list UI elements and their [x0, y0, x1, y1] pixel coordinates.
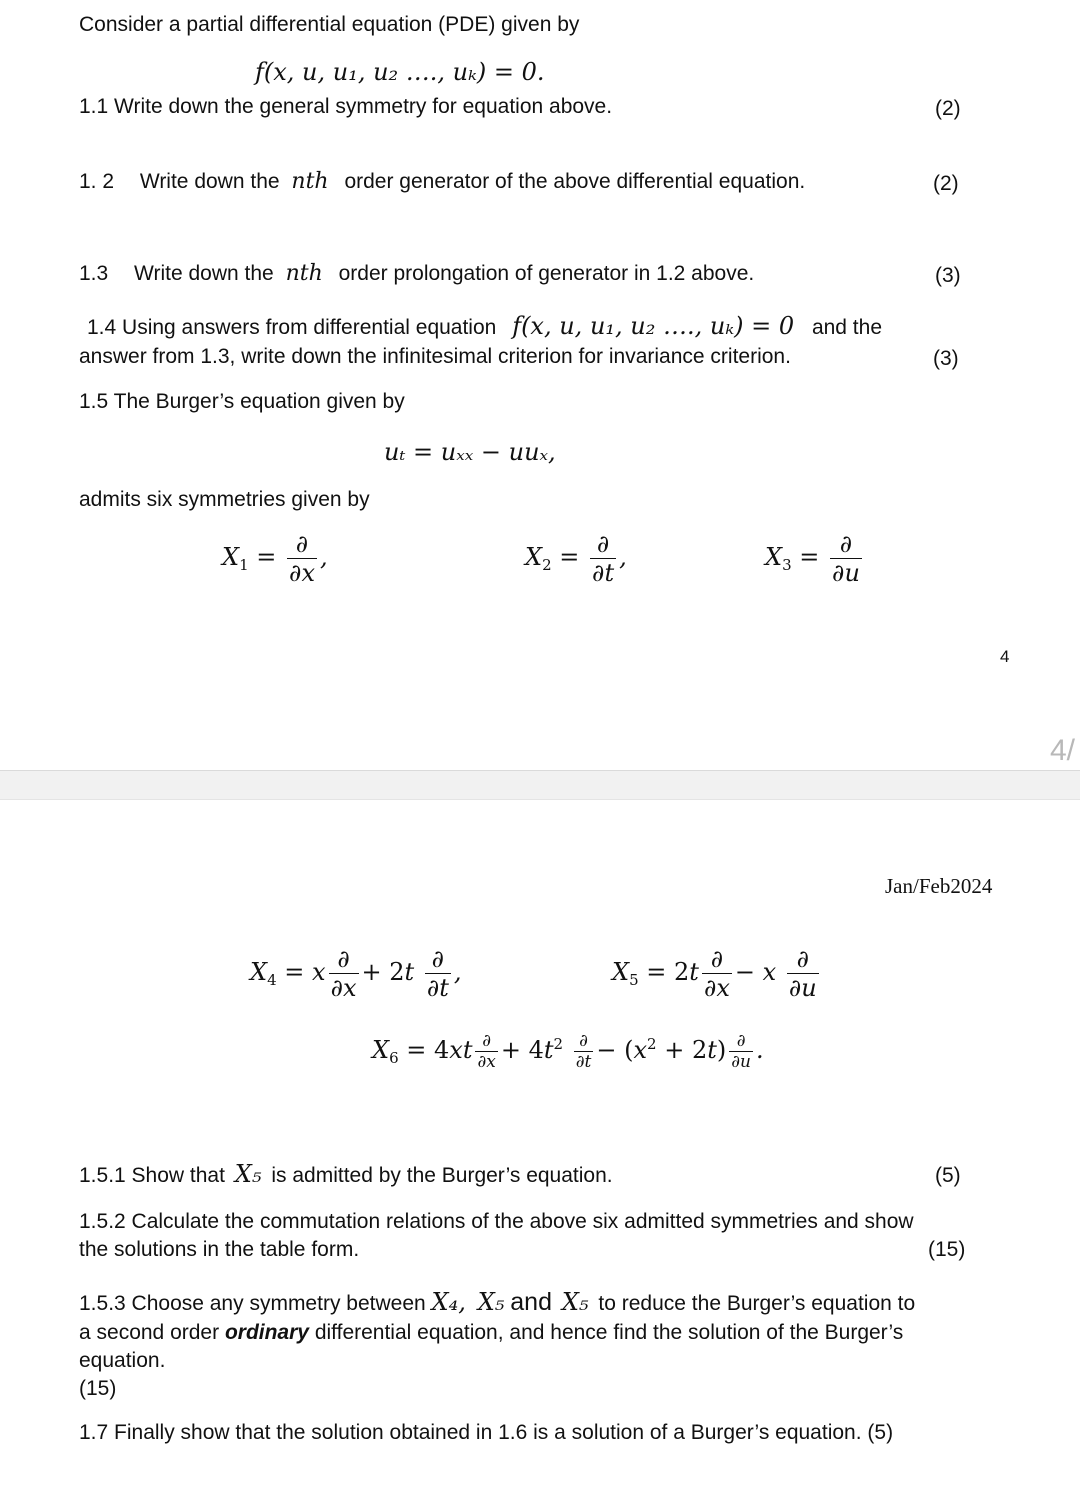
page-divider — [0, 770, 1080, 800]
question-1-5-3-line2 — [79, 1320, 903, 1346]
symmetry-x4-inline: X₄, — [431, 1288, 466, 1316]
question-1-5-3-line2-post: differential equation, and hence find the solution of the Burger’s — [314, 1321, 904, 1344]
intro-text: Consider a partial differential equation (PDE) given by — [79, 13, 580, 36]
question-1-5-3-line3: equation. — [79, 1349, 166, 1372]
question-1-5-1 — [79, 1161, 613, 1189]
page-number: 4 — [1000, 647, 1010, 666]
symmetry-x1: $X_1$ = $\frac{\partial}{\partial x}$ , — [222, 530, 328, 587]
question-1-1-marks: (2) — [935, 97, 961, 120]
nth-symbol: nth — [291, 169, 329, 194]
symmetry-x6: $X_6 = 4xt$ $\frac{\partial}{\partial x}$ + $4t^2$ $\frac{\partial}{\partial t}$ − $(x^2 + 2t)$ $\frac{\partial}{\partial u}$ . — [372, 1031, 764, 1072]
question-1-2-post: order generator of the above differential equation. — [344, 170, 806, 193]
question-1-2-pre: Write down the — [139, 170, 280, 193]
question-1-3-marks: (3) — [935, 264, 961, 287]
question-1-3-post: order prolongation of generator in 1.2 above. — [338, 262, 755, 285]
question-1-5-3-post: to reduce the Burger’s equation to — [598, 1292, 916, 1315]
question-1-7: 1.7 Finally show that the solution obtained in 1.6 is a solution of a Burger’s equation. (5) — [79, 1421, 894, 1444]
question-1-5-3-line2-pre: a second order — [79, 1321, 220, 1344]
question-1-5-2-line1: 1.5.2 Calculate the commutation relations of the above six admitted symmetries and show — [79, 1210, 914, 1233]
symmetry-x5-inline: X₅ — [234, 1160, 262, 1188]
question-1-4-line1 — [87, 313, 882, 341]
question-1-5-3-marks: (15) — [79, 1377, 117, 1400]
nth-symbol: nth — [285, 261, 323, 286]
pde-equation: f(x, u, u₁, u₂ …., uₖ) = 0. — [255, 58, 545, 86]
question-1-2-marks: (2) — [933, 172, 959, 195]
question-1-5-3-line1 — [79, 1289, 915, 1317]
question-1-2-number: 1. 2 — [79, 170, 115, 193]
question-1-2 — [79, 169, 805, 195]
question-1-4-post: and the — [811, 316, 883, 339]
question-1-5-1-marks: (5) — [935, 1164, 961, 1187]
question-1-5-1-post: is admitted by the Burger’s equation. — [271, 1164, 613, 1187]
question-1-1: 1.1 Write down the general symmetry for equation above. — [79, 95, 613, 118]
symmetry-x4: $X_4 = x$ $\frac{\partial}{\partial x}$ + 2t $\frac{\partial}{\partial t}$ , — [250, 945, 462, 1002]
and-word: and — [510, 1288, 552, 1316]
question-1-5-2-line2: the solutions in the table form. — [79, 1238, 360, 1261]
question-1-4-line2: answer from 1.3, write down the infinitesimal criterion for invariance criterion. — [79, 345, 791, 368]
date-label: Jan/Feb2024 — [885, 874, 993, 898]
question-1-5-3-pre: 1.5.3 Choose any symmetry between — [79, 1292, 426, 1315]
symmetry-x2: $X_2$ = $\frac{\partial}{\partial t}$ , — [525, 530, 627, 587]
symmetry-x5-inline: X₅ — [477, 1288, 505, 1316]
symmetry-x5: $X_5 = 2t$ $\frac{\partial}{\partial x}$ − x $\frac{\partial}{\partial u}$ — [612, 945, 817, 1002]
question-1-4-pre: 1.4 Using answers from differential equation — [87, 316, 497, 339]
symmetry-x5-inline: X₅ — [561, 1288, 589, 1316]
question-1-3 — [79, 261, 754, 287]
question-1-3-pre: Write down the — [134, 262, 274, 285]
question-1-5-1-pre: 1.5.1 Show that — [79, 1164, 225, 1187]
page-edge-number: 4/ — [1050, 734, 1076, 767]
question-1-5-2-marks: (15) — [928, 1238, 966, 1261]
ordinary-emphasis: ordinary — [224, 1321, 309, 1344]
admits-text: admits six symmetries given by — [79, 488, 370, 511]
question-1-3-number: 1.3 — [79, 262, 109, 285]
burgers-equation: uₜ = uₓₓ − uuₓ, — [384, 438, 556, 466]
symmetry-x3: $X_3$ = $\frac{\partial}{\partial u}$ — [765, 530, 860, 587]
question-1-5: 1.5 The Burger’s equation given by — [79, 390, 405, 413]
pde-equation-inline: f(x, u, u₁, u₂ …., uₖ) = 0 — [512, 312, 795, 340]
question-1-4-marks: (3) — [933, 347, 959, 370]
